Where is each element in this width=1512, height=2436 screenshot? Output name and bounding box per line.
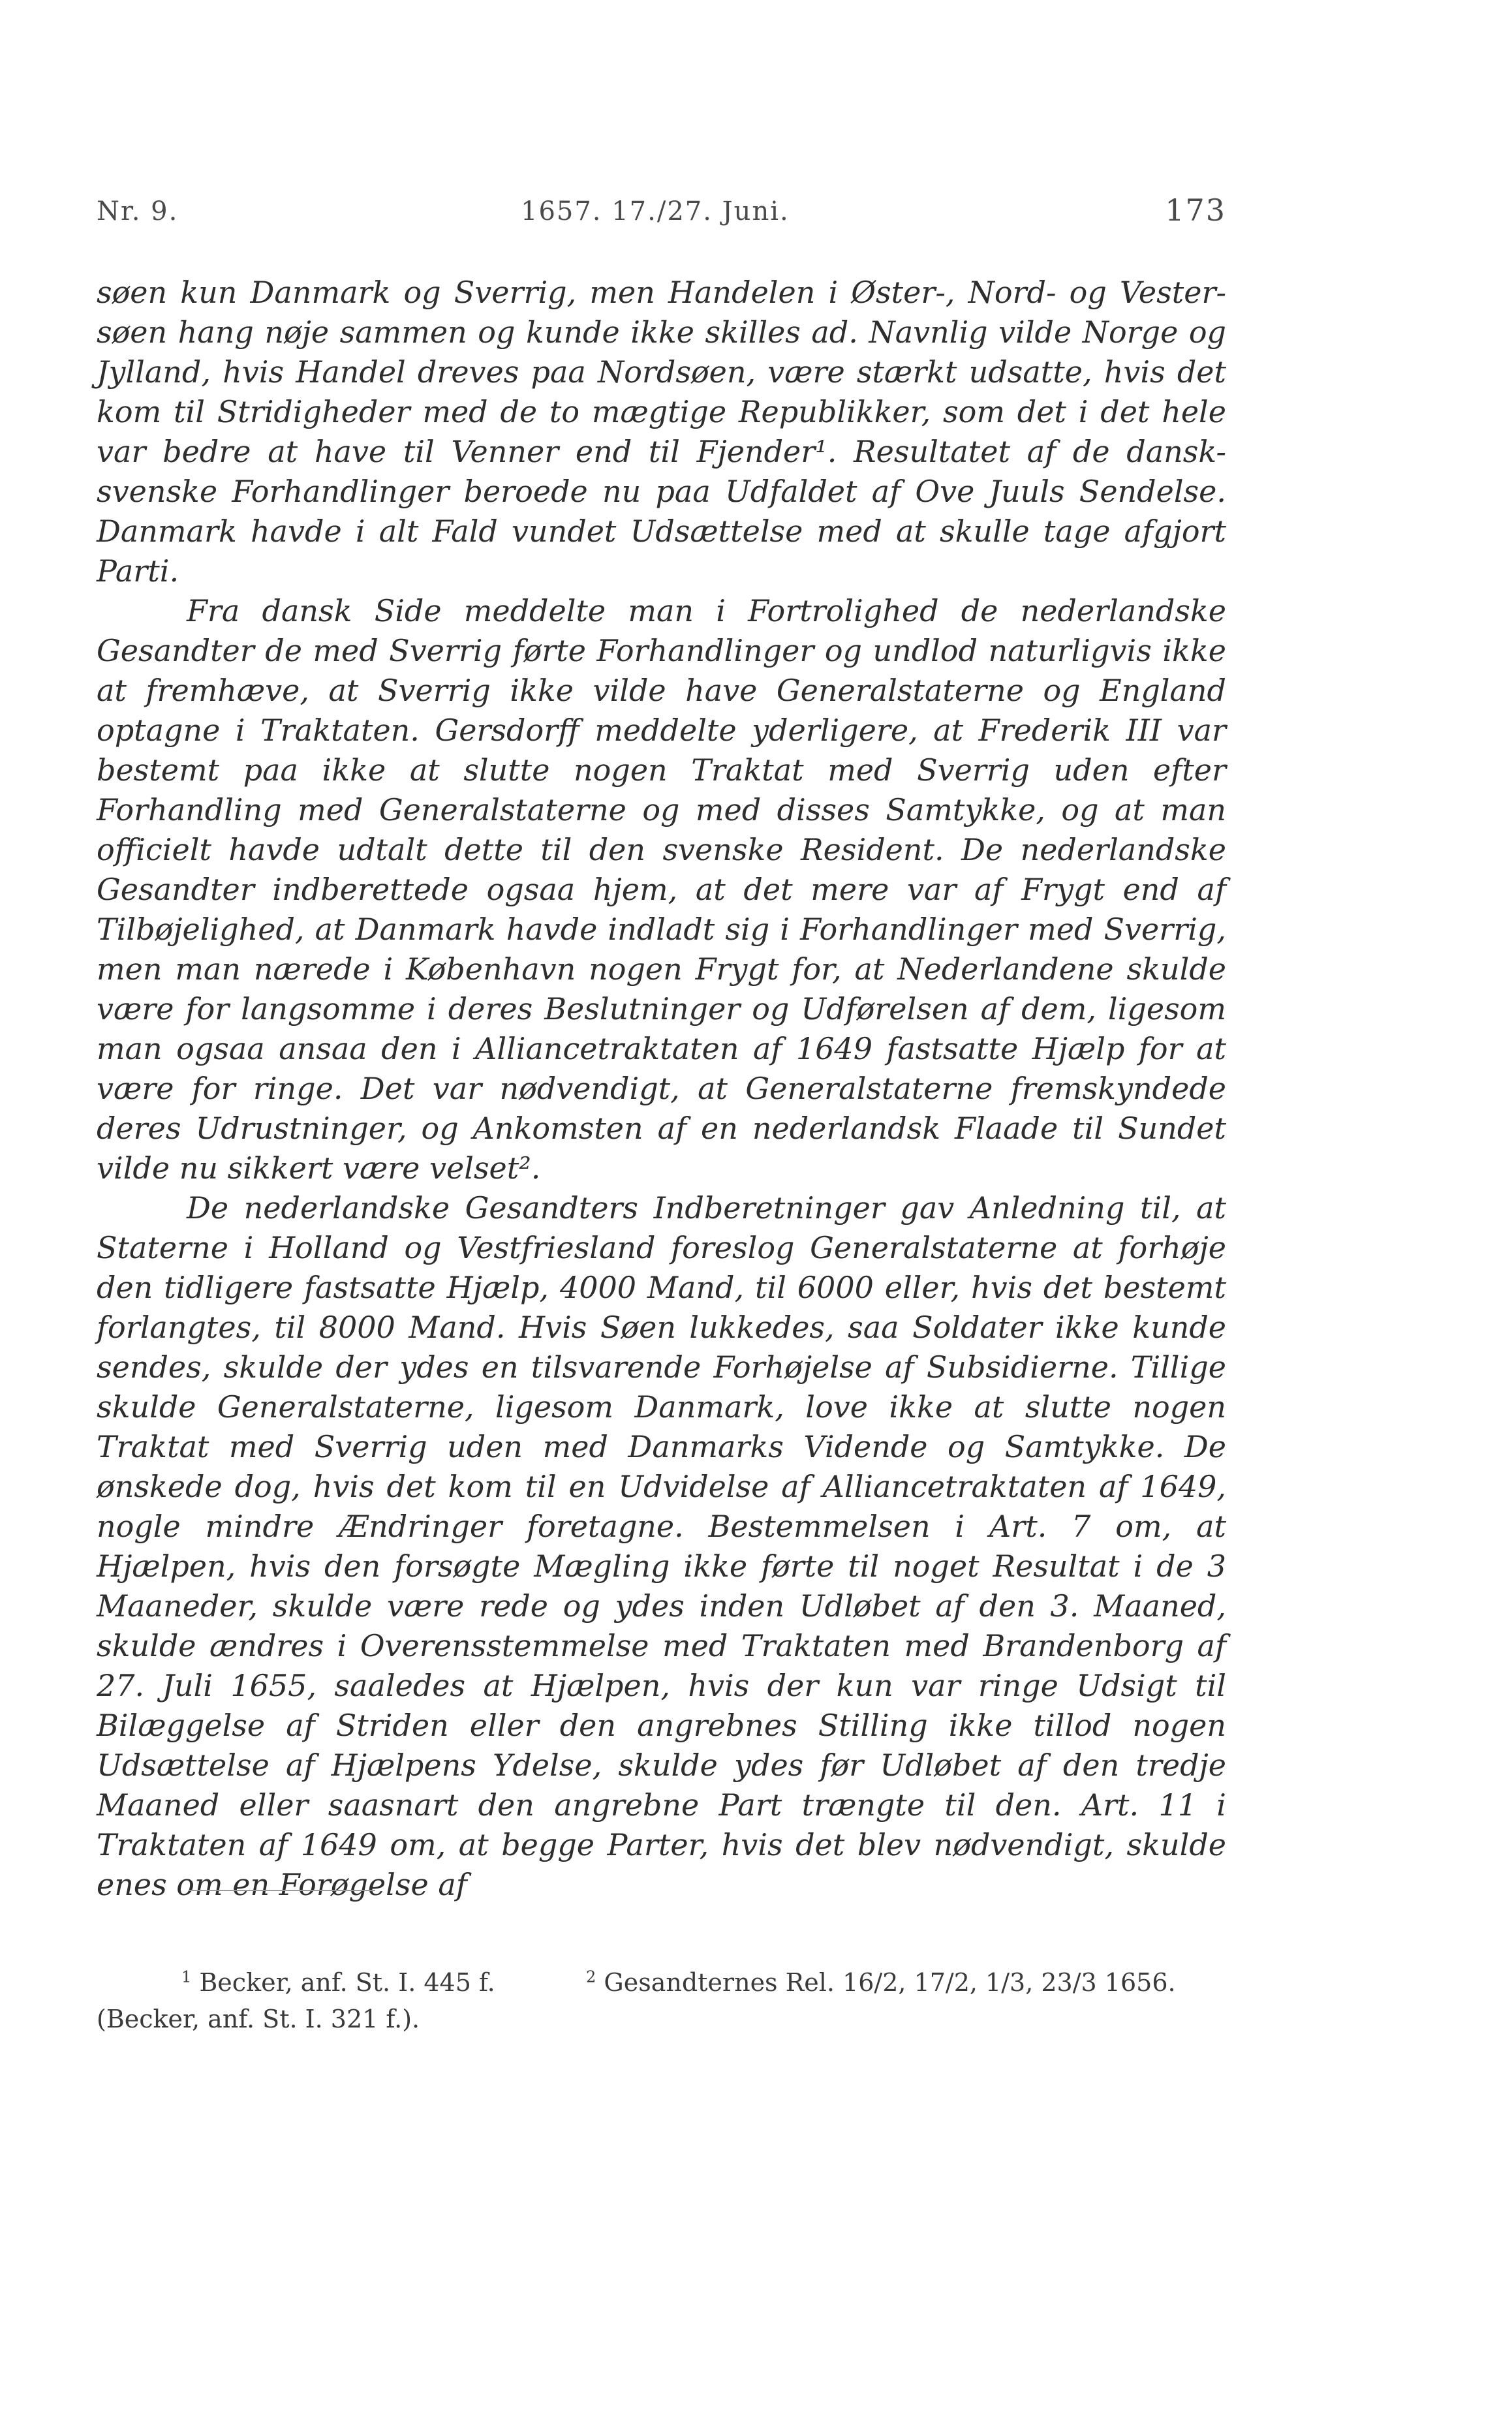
page-number: 173: [1165, 193, 1226, 228]
footnote-marker: 1: [181, 1967, 192, 1986]
issue-number: Nr. 9.: [97, 196, 179, 226]
footnote-line: [97, 1964, 1226, 2001]
footnote-marker: 2: [586, 1967, 596, 1986]
running-header: [97, 193, 1226, 232]
footnote-dates: 16/2, 17/2, 1/3, 23/3 1656.: [842, 1968, 1176, 1997]
footnote-text: Gesandternes Rel.: [604, 1968, 835, 1997]
paragraph: Fra dansk Side meddelte man i Fortrolighed de nederlandske Gesandter de med Sverrig førte Forhandlinger og undlod naturligvis ikke at fremhæve, at Sverrig ikke vilde have Generalstaterne og England optagne i Traktaten. Gersdorff meddelte yderligere, at Frederik III var bestemt paa ikke at slutte nogen Traktat med Sverrig uden efter Forhandling med Generalstaterne og med disses Samtykke, og at man officielt havde udtalt dette til den svenske Resident. De nederlandske Gesandter indberettede ogsaa hjem, at det mere var af Frygt end af Tilbøjelighed, at Danmark havde indladt sig i Forhandlinger med Sverrig, men man nærede i København nogen Frygt for, at Nederlandene skulde være for langsomme i deres Beslutninger og Udførelsen af dem, ligesom man ogsaa ansaa den i Alliancetraktaten af 1649 fastsatte Hjælp for at være for ringe. Det var nødvendigt, at Generalstaterne fremskyndede deres Udrustninger, og Ankomsten af en nederlandsk Flaade til Sundet vilde nu sikkert være velset².: [97, 593, 1226, 1186]
paragraph: De nederlandske Gesandters Indberetninger gav Anledning til, at Staterne i Holland og Vestfriesland foreslog Generalstaterne at forhøje den tidligere fastsatte Hjælp, 4000 Mand, til 6000 eller, hvis det bestemt forlangtes, til 8000 Mand. Hvis Søen lukkedes, saa Soldater ikke kunde sendes, skulde der ydes en tilsvarende Forhøjelse af Subsidierne. Tillige skulde Generalstaterne, ligesom Danmark, love ikke at slutte nogen Traktat med Sverrig uden med Danmarks Vidende og Samtykke. De ønskede dog, hvis det kom til en Udvidelse af Alliancetraktaten af 1649, nogle mindre Ændringer foretagne. Bestemmelsen i Art. 7 om, at Hjælpen, hvis den forsøgte Mægling ikke førte til noget Resultat i de 3 Maaneder, skulde være rede og ydes inden Udløbet af den 3. Maaned, skulde ændres i Overensstemmelse med Traktaten med Brandenborg af 27. Juli 1655, saaledes at Hjælpen, hvis der kun var ringe Udsigt til Bilæggelse af Striden eller den angrebnes Stilling ikke tillod nogen Udsættelse af Hjælpens Ydelse, skulde ydes før Udløbet af den tredje Maaned eller saasnart den angrebne Part trængte til den. Art. 11 i Traktaten af 1649 om, at begge Parter, hvis det blev nødvendigt, skulde enes om en Forøgelse af: [97, 1190, 1226, 1902]
footnotes: [97, 1964, 1226, 2037]
paragraph: søen kun Danmark og Sverrig, men Handelen i Øster-, Nord- og Vester-søen hang nøje sammen og kunde ikke skilles ad. Navnlig vilde Norge og Jylland, hvis Handel dreves paa Nordsøen, være stærkt udsatte, hvis det kom til Stridigheder med de to mægtige Republikker, som det i det hele var bedre at have til Venner end til Fjender¹. Resultatet af de dansk-svenske Forhandlinger beroede nu paa Udfaldet af Ove Juuls Sendelse. Danmark havde i alt Fald vundet Udsættelse med at skulle tage afgjort Parti.: [97, 275, 1226, 589]
footnote-text: Becker, anf. St. I. 445 f.: [199, 1968, 495, 1997]
main-text: [97, 273, 1226, 1905]
footnote-divider: [189, 1890, 375, 1891]
footnote-2: [586, 1968, 1176, 1997]
footnote-continuation: (Becker, anf. St. I. 321 f.).: [97, 2005, 420, 2033]
footnote-1: [181, 1964, 586, 2001]
header-date: 1657. 17./27. Juni.: [521, 196, 790, 226]
